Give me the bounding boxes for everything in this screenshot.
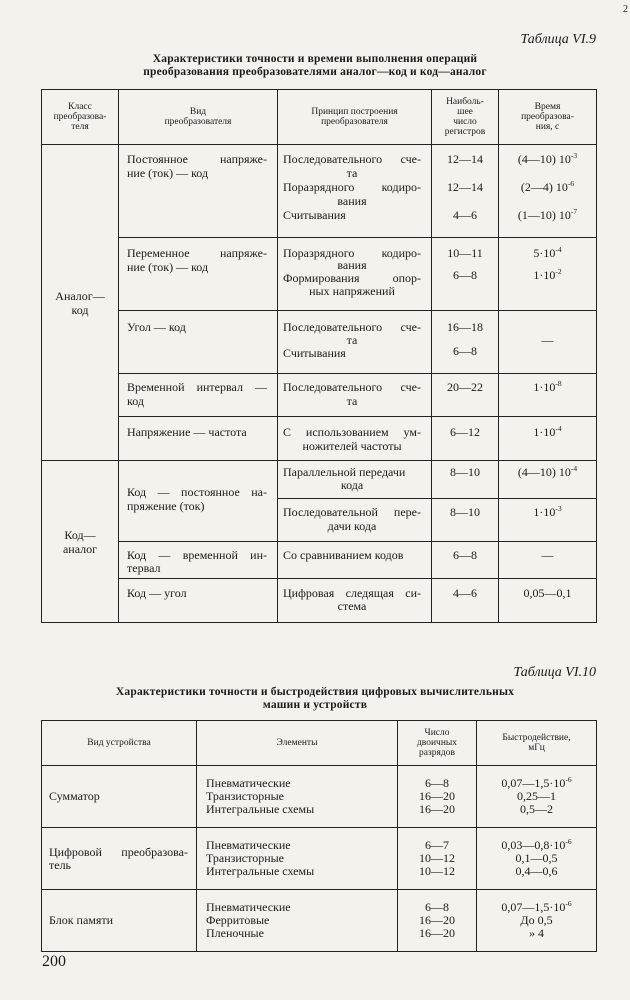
cell-registry: 10—11 6—8 (432, 238, 499, 311)
cell-device: Сумматор (42, 766, 197, 828)
cell-time: $1\cdot 10^{-4}$ (499, 417, 597, 461)
cell-registry: 20—22 (432, 374, 499, 417)
table-row (42, 311, 597, 374)
cell-time: 0,05—0,1 (499, 579, 597, 623)
cell-registry: 16—18 6—8 (432, 311, 499, 374)
table-row (42, 145, 597, 238)
header-speed: Быстродействие, мГц (477, 721, 597, 766)
table-row (42, 766, 597, 828)
cell-princip: Последовательного сче- та (278, 374, 432, 417)
table1-header-row (42, 90, 597, 145)
cell-registry: 4—6 (432, 579, 499, 623)
header-elements: Элементы (197, 721, 398, 766)
cell-time: (4—10) $10^{-4}$ (499, 461, 597, 499)
table2-title: Характеристики точности и быстродействия цифровых вычислительных машин и устройств (115, 686, 515, 711)
table-row (42, 461, 597, 499)
cell-princip: Последовательного сче- та Поразрядного кодиро- вания Считывания (278, 145, 432, 238)
cell-speed: $0,03—0,8\cdot 10^{-6}$ 0,1—0,5 0,4—0,6 (477, 828, 597, 890)
table-row (42, 238, 597, 311)
cell-vid: Код — постоянное на- пряжение (ток) (119, 461, 278, 542)
cell-vid: Постоянное напряже- ние (ток) — код (119, 145, 278, 238)
table-row (42, 542, 597, 579)
page-number: 200 (42, 953, 66, 970)
cell-bits: 6—7 10—12 10—12 (398, 828, 477, 890)
cell-vid: Код — временной ин- тервал (119, 542, 278, 579)
cell-registry: 6—8 (432, 542, 499, 579)
cell-registry: 12—14 12—14 4—6 (432, 145, 499, 238)
table-row (42, 579, 597, 623)
cell-elements: Пневматические Ферритовые Пленочные (197, 890, 398, 952)
cell-bits: 6—8 16—20 16—20 (398, 766, 477, 828)
cell-time: $1\cdot 10^{-8}$ (499, 374, 597, 417)
header-klass: Класс преобразова- теля (42, 90, 119, 145)
table-row (42, 374, 597, 417)
class-analog-kod: Аналог— код (42, 145, 119, 461)
table-row (42, 890, 597, 952)
table-row (42, 828, 597, 890)
cell-princip: Последовательной пере- дачи кода (278, 499, 432, 542)
cell-time: — (499, 311, 597, 374)
cell-time: — (499, 542, 597, 579)
cell-princip: Поразрядного кодиро- вания Формирования опор- ных напряжений (278, 238, 432, 311)
cell-registry: 8—10 (432, 461, 499, 499)
header-time: Время преобразова- ния, с (499, 90, 597, 145)
table2-number: Таблица VI.10 (513, 665, 596, 680)
cell-time: $5\cdot 10^{-4}$ $1\cdot 10^{-2}$ (499, 238, 597, 311)
cell-princip: Цифровая следящая си- стема (278, 579, 432, 623)
cell-princip: Последовательного сче- та Считывания (278, 311, 432, 374)
cell-speed: $0,07—1,5\cdot 10^{-6}$ 0,25—1 0,5—2 (477, 766, 597, 828)
cell-speed: $0,07—1,5\cdot 10^{-6}$ До 0,5 » 4 (477, 890, 597, 952)
header-device: Вид устройства (42, 721, 197, 766)
cell-vid: Угол — код (119, 311, 278, 374)
cell-device: Блок памяти (42, 890, 197, 952)
cell-princip: Со сравниванием кодов (278, 542, 432, 579)
cell-device: Цифровой преобразова- тель (42, 828, 197, 890)
table2-header-row (42, 721, 597, 766)
cell-vid: Код — угол (119, 579, 278, 623)
cell-registry: 8—10 (432, 499, 499, 542)
table1-number: Таблица VI.9 (520, 32, 596, 47)
header-vid: Вид преобразователя (119, 90, 278, 145)
cell-vid: Напряжение — частота (119, 417, 278, 461)
cell-bits: 6—8 16—20 16—20 (398, 890, 477, 952)
header-bits: Число двоичных разрядов (398, 721, 477, 766)
cell-vid: Временной интервал — код (119, 374, 278, 417)
table2 (41, 720, 597, 952)
cell-time: $1\cdot 10^{-3}$ (499, 499, 597, 542)
header-registry: Наиболь- шее число регистров (432, 90, 499, 145)
cell-princip: С использованием ум- ножителей частоты (278, 417, 432, 461)
cell-vid: Переменное напряже- ние (ток) — код (119, 238, 278, 311)
table-row (42, 417, 597, 461)
cell-elements: Пневматические Транзисторные Интегральные схемы (197, 766, 398, 828)
class-kod-analog: Код— аналог (42, 461, 119, 623)
table1-title: Характеристики точности и времени выполнения операций преобразования преобразователями аналог—код и код—аналог (143, 53, 487, 78)
cell-time: (4—10) $10^{-3}$ (2—4) $10^{-6}$ (1—10) $10^{-7}$ (499, 145, 597, 238)
table1 (41, 89, 597, 623)
cell-registry: 6—12 (432, 417, 499, 461)
corner-mark: 2 (623, 4, 628, 15)
cell-princip: Параллельной передачи кода (278, 461, 432, 499)
cell-elements: Пневматические Транзисторные Интегральные схемы (197, 828, 398, 890)
header-princip: Принцип построения преобразователя (278, 90, 432, 145)
